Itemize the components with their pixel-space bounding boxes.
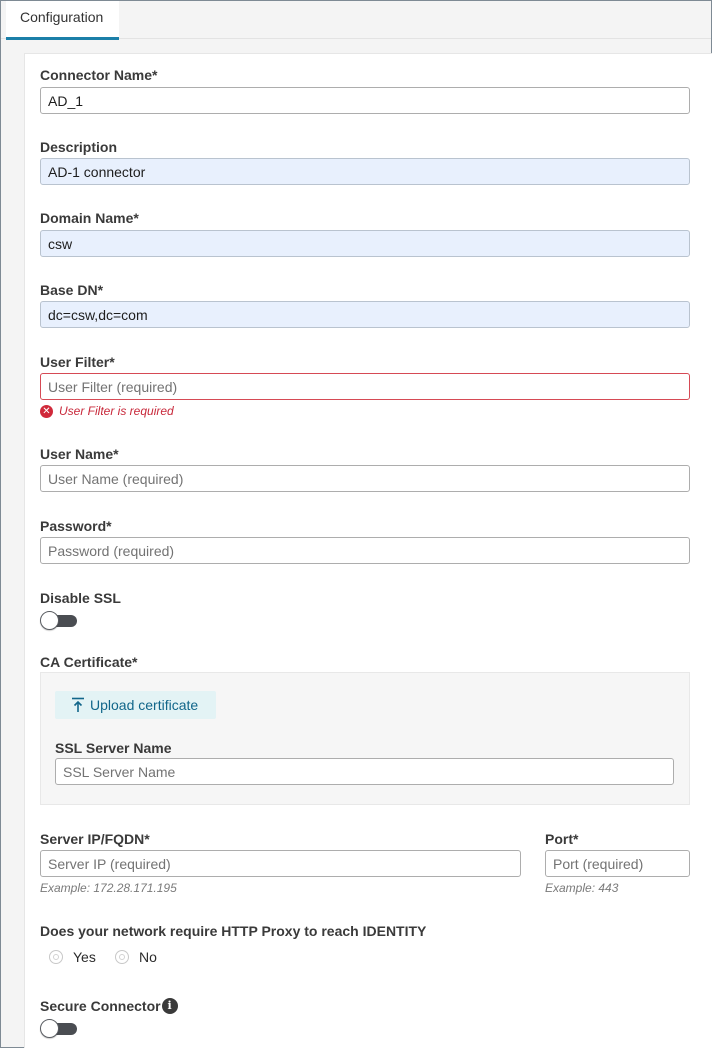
upload-certificate-label: Upload certificate xyxy=(90,697,199,713)
password-input[interactable] xyxy=(40,537,690,564)
secure-connector-toggle[interactable] xyxy=(40,1019,77,1037)
domain-name-label: Domain Name* xyxy=(40,210,139,226)
password-label: Password* xyxy=(40,518,112,534)
ssl-server-name-label: SSL Server Name xyxy=(55,740,172,756)
http-proxy-option-no[interactable] xyxy=(115,948,157,966)
radio-yes-label: Yes xyxy=(73,949,96,965)
base-dn-input[interactable] xyxy=(40,301,690,328)
disable-ssl-label: Disable SSL xyxy=(40,590,121,606)
user-filter-error xyxy=(40,404,174,418)
http-proxy-option-yes[interactable] xyxy=(49,948,96,966)
upload-certificate-button[interactable] xyxy=(55,691,216,719)
radio-no[interactable] xyxy=(115,950,129,964)
description-label: Description xyxy=(40,139,118,155)
radio-no-label: No xyxy=(139,949,157,965)
domain-name-input[interactable] xyxy=(40,230,690,257)
connector-name-label: Connector Name* xyxy=(40,67,158,83)
base-dn-label: Base DN* xyxy=(40,282,104,298)
server-ip-label: Server IP/FQDN* xyxy=(40,831,150,847)
secure-connector-row xyxy=(40,998,178,1014)
tab-configuration-label: Configuration xyxy=(20,9,104,25)
info-icon[interactable]: i xyxy=(162,998,178,1014)
connector-name-input[interactable] xyxy=(40,87,690,114)
upload-icon xyxy=(63,697,93,713)
tab-bar xyxy=(1,1,711,39)
ca-certificate-label: CA Certificate* xyxy=(40,654,138,670)
toggle-knob xyxy=(40,611,59,630)
server-ip-input[interactable] xyxy=(40,850,521,877)
disable-ssl-toggle[interactable] xyxy=(40,611,77,629)
user-filter-input[interactable] xyxy=(40,373,690,400)
user-name-input[interactable] xyxy=(40,465,690,492)
port-example: Example: 443 xyxy=(545,881,619,895)
description-input[interactable] xyxy=(40,158,690,185)
server-ip-example: Example: 172.28.171.195 xyxy=(40,881,177,895)
radio-yes[interactable] xyxy=(49,950,63,964)
port-label: Port* xyxy=(545,831,579,847)
user-filter-label: User Filter* xyxy=(40,354,115,370)
active-tab-indicator xyxy=(6,37,119,40)
ssl-server-name-input[interactable] xyxy=(55,758,674,785)
toggle-knob xyxy=(40,1019,59,1038)
port-input[interactable] xyxy=(545,850,690,877)
user-name-label: User Name* xyxy=(40,446,119,462)
tab-configuration[interactable] xyxy=(6,1,119,39)
user-filter-error-text: User Filter is required xyxy=(59,404,174,418)
http-proxy-label: Does your network require HTTP Proxy to reach IDENTITY xyxy=(40,923,427,939)
error-x-icon: ✕ xyxy=(40,405,53,418)
secure-connector-label: Secure Connector xyxy=(40,998,161,1014)
